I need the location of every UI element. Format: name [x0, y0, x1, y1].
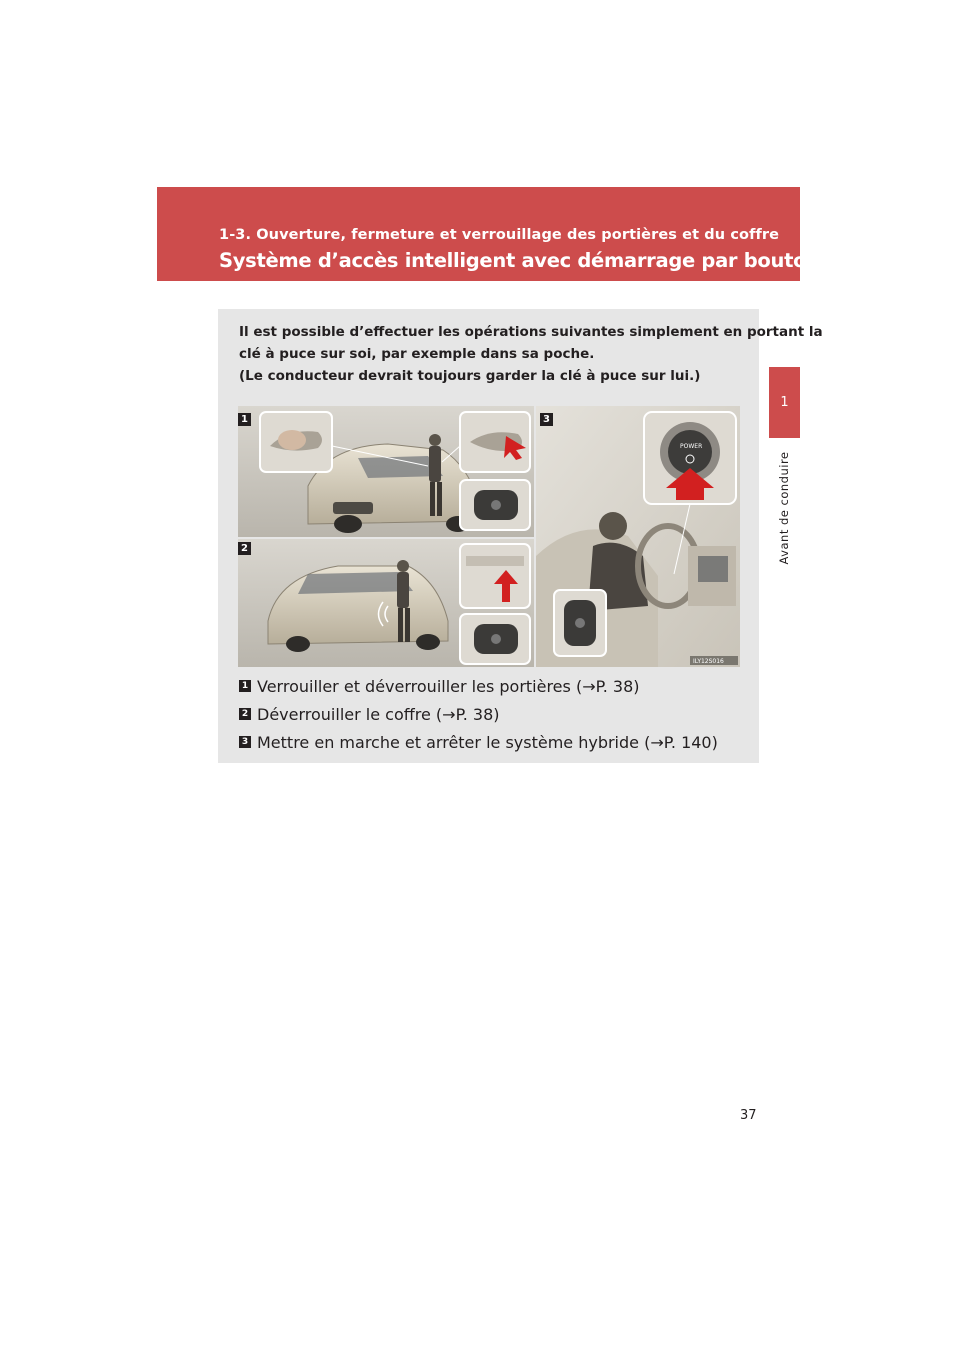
list-item [239, 730, 749, 754]
intro-line-3: (Le conducteur devrait toujours garder la clé à puce sur lui.) [239, 368, 701, 384]
power-button-label: POWER [680, 443, 703, 450]
item-text: Mettre en marche et arrêter le système hybride (→P. 140) [257, 732, 718, 752]
figure-code: ILY12S016 [693, 658, 724, 665]
intro-line-2: clé à puce sur soi, par exemple dans sa poche. [239, 346, 595, 362]
intro-line-1: Il est possible d’effectuer les opérations suivantes simplement en portant la [239, 324, 823, 340]
item-text: Déverrouiller le coffre (→P. 38) [257, 704, 500, 724]
item-number: 2 [239, 708, 251, 720]
list-item [239, 674, 749, 698]
section-title: 1-3. Ouverture, fermeture et verrouillage des portières et du coffre [219, 227, 780, 243]
panel-marker-1: 1 [238, 413, 251, 426]
panel-marker-2: 2 [238, 542, 251, 555]
trunk-inset [460, 544, 530, 608]
chapter-header [157, 187, 920, 281]
item-list [239, 674, 749, 758]
list-item [239, 702, 749, 726]
page-title: Système d’accès intelligent avec démarrage par bouton-poussoir [219, 249, 920, 272]
item-text: Verrouiller et déverrouiller les portières (→P. 38) [257, 676, 640, 696]
item-number: 3 [239, 736, 251, 748]
chapter-tab: 1 [769, 367, 800, 438]
panel-marker-3: 3 [540, 413, 553, 426]
item-number: 1 [239, 680, 251, 692]
page-number: 37 [740, 1108, 757, 1123]
chapter-tab-label: Avant de conduire [777, 451, 791, 565]
smart-key-illustration [238, 406, 740, 667]
intro-text [239, 321, 823, 387]
